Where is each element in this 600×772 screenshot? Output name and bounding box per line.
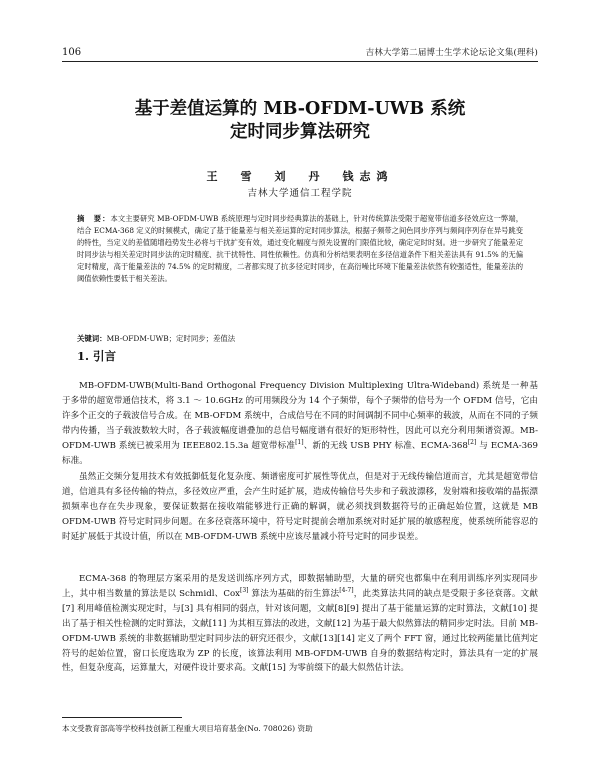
footnote-rule — [62, 717, 182, 718]
journal-name: 吉林大学第二届博士生学术论坛论文集(理科) — [365, 48, 538, 58]
paragraph-1 — [62, 379, 538, 468]
paragraph-2: 虽然正交频分复用技术有效抵御低复化复杂度、频谱密度可扩展性等优点，但是对于无线传输信道而言，尤其是超宽带信道，信道具有多径传输的特点，多径效应严重，会产生时延扩展，造成传输信号失步和子载波漂移，发射端和接收端的晶振漂损频率也存在失步现象，要保证数据在接收端能够进行正确的解调，就必须找到数据符号的正确起始位置，这就是 MB OFDM-UWB 符号定时同步问题。在多径衰落环境中，符号定时提前会增加系统对时延扩展的敏感程度，使系统所能容忍的时延扩展低于其设计值，所以在 MB-OFDM-UWB 系统中应该尽量减小符号定时的同步误差。 — [62, 472, 538, 542]
citation: [2] — [467, 438, 477, 446]
citation: [1] — [295, 438, 304, 446]
paper-title-line-1: 基于差值运算的 MB-OFDM-UWB 系统 — [134, 99, 466, 119]
paragraph-3 — [62, 572, 538, 676]
paragraph-1-text-c: 与 ECMA-369 标准。 — [62, 440, 538, 466]
citation: [3] — [240, 587, 249, 595]
funding-footnote: 本文受教育部高等学校科技创新工程重大项目培育基金(No. 708026) 资助 — [62, 724, 313, 733]
affiliation: 吉林大学通信工程学院 — [247, 188, 353, 199]
keywords — [77, 333, 523, 344]
page-number: 106 — [62, 47, 82, 58]
paragraph-3-text-c: ，此类算法共同的缺点是受限于多径衰落。文献[7] 利用峰值检测实现定时，与[3] 具有相同的弱点，针对该问题，文献[8][9] 提出了基于能量运算的定时算法，文献[10] 提出了基于相关性检测的定时算法，文献[11] 为其相互算法的改进，文献[12] 为基于最大似然算法的精同步定时法。目前 MB-OFDM-UWB 系统的非数据辅助型定时同步法的研究还很少，文献[13][14] 定义了两个 FFT 窗，通过比较两能量比值判定符号的起始位置，窗口长度选取为 ZP 的长度，该算法利用 MB-OFDM-UWB 自身的数据结构定时，算法具有一定的扩展性，但复杂度高，运算量大，对硬件设计要求高。文献[15] 为零前缀下的最大似然估计法。 — [62, 588, 538, 674]
abstract-text: 本文主要研究 MB-OFDM-UWB 系统原理与定时同步经典算法的基础上，针对传统算法受限于超宽带信道多径效应这一弊端，结合 ECMA-368 定义的时频模式，确定了基于能量差与相关差运算的定时同步算法，根据子频带之间色同步序列与频间序列存在异号跳变的特性，当定义的差值随增趋势发生必将与干扰扩变有效，通过变化幅度与预先设置的门限值比较，确定定时时刻。进一步研究了能量差定时同步法与相关差定时同步法的定时精度、抗干扰特性、同性依赖性。仿真和分析结果表明在多径信道条件下相关差法具有 91.5% 的无偏定时精度，高于能量差法的 74.5% 的定时精度，二者都实现了抗多径定时同步，在高衍噪比环境下能量差法依然有较强适性，能量差法的阈值依赖性要低于相关差法。 — [77, 214, 524, 283]
paper-title-line-2: 定时同步算法研究 — [230, 122, 370, 142]
authors: 王 雪 刘 丹 钱志鸿 — [206, 170, 394, 183]
abstract — [77, 213, 523, 284]
keywords-text: MB-OFDM-UWB；定时同步；差值法 — [106, 334, 236, 343]
citation: [4-7] — [339, 587, 354, 595]
abstract-label: 摘 要： — [77, 214, 111, 223]
keywords-label: 关键词： — [77, 334, 107, 343]
running-head — [62, 42, 538, 62]
paragraph-1-text-a: MB-OFDM-UWB(Multi-Band Orthogonal Frequency Division Multiplexing Ultra-Wideband) 系统是一种基于多带的超宽带通信技术，将 3.1 ～ 10.6GHz 的可用频段分为 14 个子频带，每个子频带的信号为一个 OFDM 信号，它由许多个正交的子载波信号合成。在 MB-OFDM 系统中，合成信号在不同的时间调制不同中心频率的载波，从而在不同的子频带内传播，当子载波数较大时，各子载波幅度谱叠加的总信号幅度谱有很好的矩形特性，因此可以充分利用频谱资源。MB-OFDM-UWB 系统已被采用为 IEEE802.15.3a 超宽带标准 — [62, 381, 538, 451]
paragraph-3-text-a: ECMA-368 的物理层方案采用的是发送训练序列方式，即数据辅助型，大量的研究也都集中在利用训练序列实现同步上，其中相当数量的算法是以 Schmidl、Cox — [62, 574, 538, 599]
paragraph-3-text-b: 算法为基础的衍生算法 — [248, 588, 340, 599]
paragraph-1-text-b: 、新的无线 USB PHY 标准、ECMA-368 — [303, 440, 468, 451]
section-heading-introduction: 1. 引言 — [77, 349, 117, 363]
